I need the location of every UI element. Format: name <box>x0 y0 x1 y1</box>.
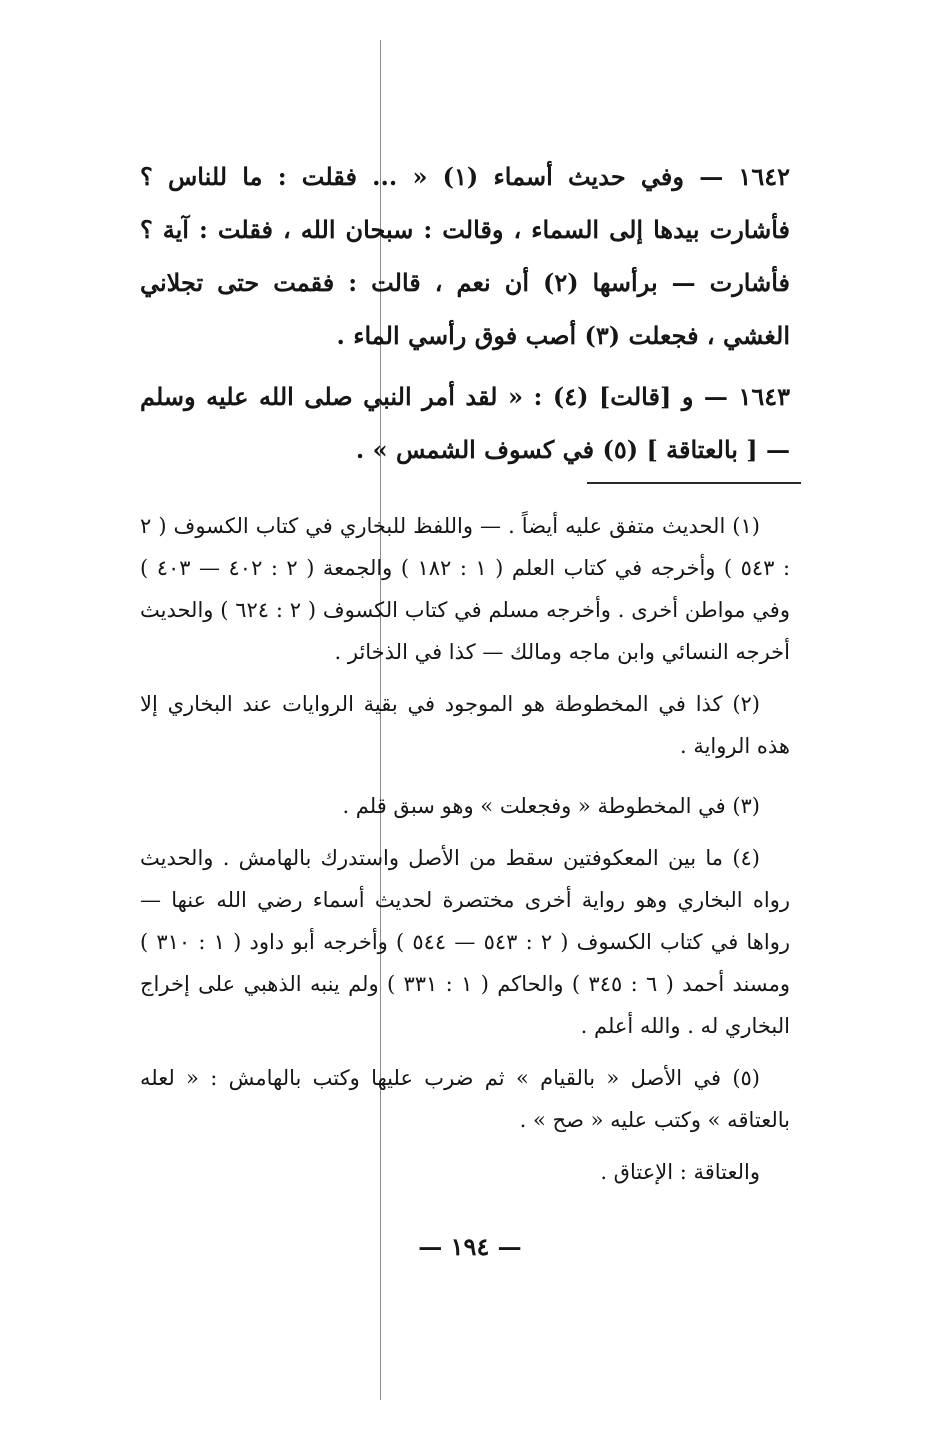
page-number: — ١٩٤ — <box>418 1232 522 1261</box>
main-text <box>140 150 790 476</box>
footnote-separator <box>587 482 801 484</box>
hadith-1643: ١٦٤٣ — و [قالت] (٤) : « لقد أمر النبي صلى الله عليه وسلم — [ بالعتاقة ] (٥) في كسوف الشمس » . <box>140 382 790 464</box>
footnote-definition: والعتاقة : الإعتاق . <box>600 1160 760 1184</box>
footnote-1: (١) الحديث متفق عليه أيضاً . — واللفظ للبخاري في كتاب الكسوف ( ٢ : ٥٤٣ ) وأخرجه في كتاب العلم ( ١ : ١٨٢ ) والجمعة ( ٢ : ٤٠٢ — ٤٠٣ ) وفي مواطن أخرى . وأخرجه مسلم في كتاب الكسوف ( ٢ : ٦٢٤ ) والحديث أخرجه النسائي وابن ماجه ومالك — كذا في الذخائر . <box>140 514 791 664</box>
hadith-1642: ١٦٤٢ — وفي حديث أسماء (١) « ... فقلت : ما للناس ؟ فأشارت بيدها إلى السماء ، وقالت : سبحان الله ، فقلت : آية ؟ فأشارت — برأسها (٢) أن نعم ، قالت : فقمت حتى تجلاني الغشي ، فجعلت (٣) أصب فوق رأسي الماء . <box>140 162 790 350</box>
footnote-4: (٤) ما بين المعكوفتين سقط من الأصل واستدرك بالهامش . والحديث رواه البخاري وهو رواية أخرى مختصرة لحديث أسماء رضي الله عنها — رواها في كتاب الكسوف ( ٢ : ٥٤٣ — ٥٤٤ ) وأخرجه أبو داود ( ١ : ٣١٠ ) ومسند أحمد ( ٦ : ٣٤٥ ) والحاكم ( ١ : ٣٣١ ) ولم ينبه الذهبي على إخراج البخاري له . والله أعلم . <box>140 846 791 1038</box>
footnote-3: (٣) في المخطوطة « وفجعلت » وهو سبق قلم . <box>342 794 760 818</box>
footnotes <box>140 505 790 1193</box>
footnote-2: (٢) كذا في المخطوطة هو الموجود في بقية الروايات عند البخاري إلا هذه الرواية . <box>140 692 790 758</box>
footnote-5: (٥) في الأصل « بالقيام » ثم ضرب عليها وكتب بالهامش : « لعله بالعتاقه » وكتب عليه « صح » . <box>140 1066 790 1132</box>
